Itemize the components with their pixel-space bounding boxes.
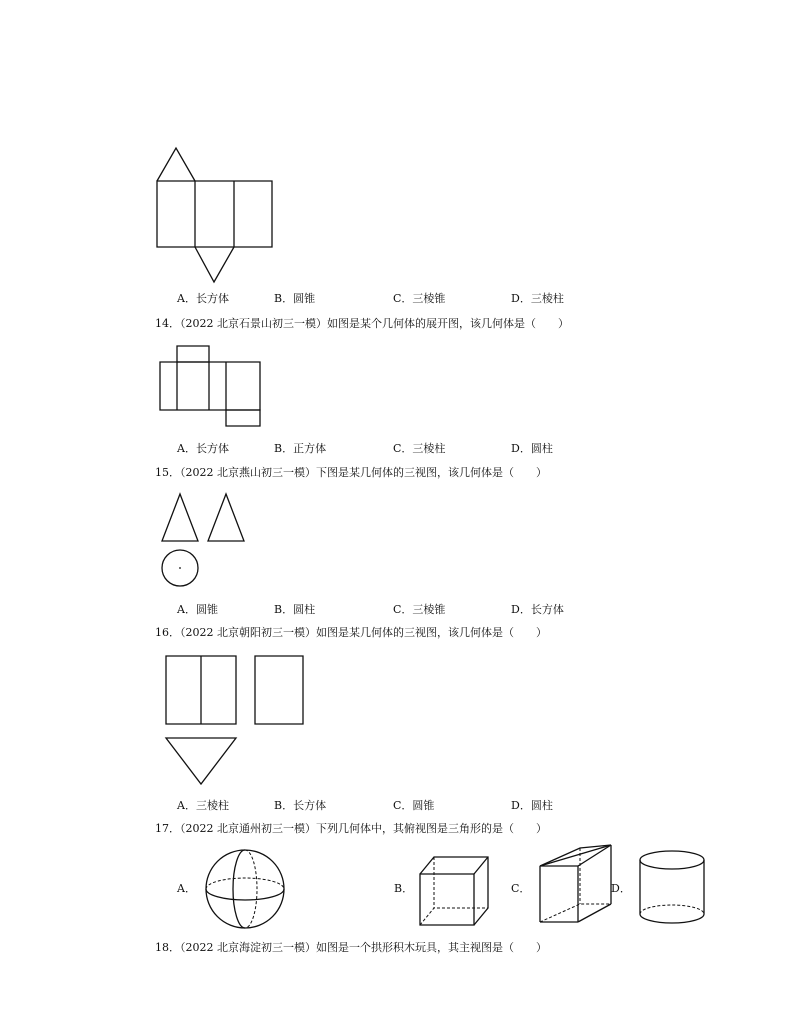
q16-option-c: C．圆锥 (393, 799, 435, 812)
q15-option-b: B．圆柱 (274, 603, 316, 616)
q18-stem: 18．（2022 北京海淀初三一模）如图是一个拱形积木玩具，其主视图是（ ） (155, 941, 547, 954)
prism-three-views-figure (160, 650, 310, 790)
q16-option-b: B．长方体 (274, 799, 327, 812)
cylinder-figure (635, 846, 709, 930)
q16-option-d: D．圆柱 (511, 799, 553, 812)
q14-option-c: C．三棱柱 (393, 442, 446, 455)
prism-net-figure (150, 140, 280, 290)
q16-option-a: A．三棱柱 (177, 799, 229, 812)
q17-label-b: B． (394, 882, 414, 895)
cube-figure (412, 852, 496, 930)
q14-stem: 14．（2022 北京石景山初三一模）如图是某个几何体的展开图，该几何体是（ ） (155, 317, 569, 330)
q15-option-a: A．圆锥 (177, 603, 218, 616)
q15-stem: 15．（2022 北京燕山初三一模）下图是某几何体的三视图，该几何体是（ ） (155, 466, 547, 479)
q13-option-a: A．长方体 (177, 292, 229, 305)
cone-three-views-figure (156, 490, 252, 590)
q17-label-d: D． (611, 882, 631, 895)
q17-stem: 17．（2022 北京通州初三一模）下列几何体中，其俯视图是三角形的是（ ） (155, 822, 547, 835)
q15-option-c: C．三棱锥 (393, 603, 446, 616)
q17-label-a: A． (177, 882, 196, 895)
q13-option-c: C．三棱锥 (393, 292, 446, 305)
q16-stem: 16．（2022 北京朝阳初三一模）如图是某几何体的三视图，该几何体是（ ） (155, 626, 547, 639)
sphere-figure (200, 846, 290, 932)
q17-label-c: C． (511, 882, 531, 895)
q15-option-d: D．长方体 (511, 603, 564, 616)
q14-option-b: B．正方体 (274, 442, 327, 455)
cuboid-net-figure (158, 343, 264, 429)
q13-option-b: B．圆锥 (274, 292, 316, 305)
q14-option-d: D．圆柱 (511, 442, 553, 455)
q14-option-a: A．长方体 (177, 442, 229, 455)
triangular-prism-figure (535, 840, 619, 926)
q13-option-d: D．三棱柱 (511, 292, 564, 305)
